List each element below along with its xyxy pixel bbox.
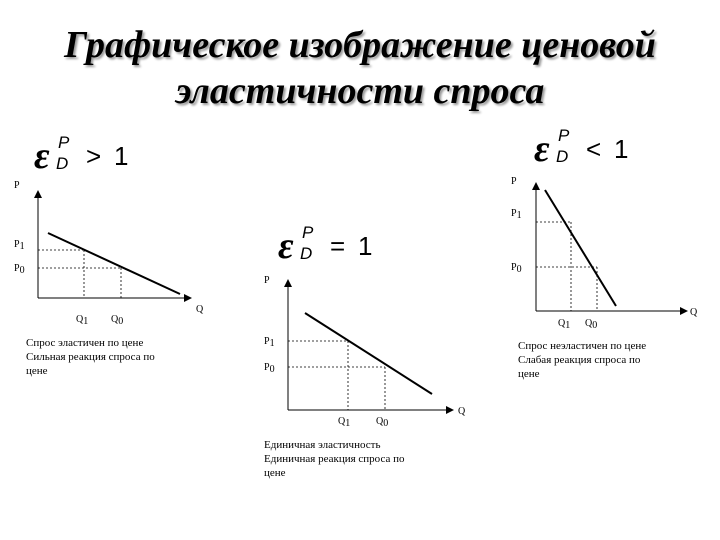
formula-value: 1	[358, 231, 373, 261]
caption-line: Единичная реакция спроса по	[264, 453, 405, 465]
formula-superscript: P	[558, 126, 570, 145]
p0-sub: 0	[269, 364, 275, 375]
caption-line: цене	[518, 368, 540, 380]
q0-label	[585, 318, 597, 331]
p1-main: P	[264, 336, 270, 347]
q0-label	[376, 416, 388, 429]
p0-sub: 0	[516, 264, 522, 275]
q0-sub: 0	[592, 320, 598, 331]
caption-inelastic	[518, 339, 646, 381]
title-line-1: Графическое изображение ценовой	[64, 24, 656, 66]
q1-label	[76, 314, 88, 327]
axis-label-p: P	[511, 176, 517, 187]
p0-label	[511, 262, 522, 275]
caption-line: цене	[264, 467, 286, 479]
graph-inelastic	[511, 176, 698, 331]
formula-subscript: D	[556, 147, 569, 166]
graph-elastic	[14, 180, 204, 327]
p1-sub: 1	[269, 338, 275, 349]
caption-line: Спрос эластичен по цене	[26, 337, 144, 349]
title-line-2: эластичности спроса	[175, 70, 545, 112]
q1-sub: 1	[345, 418, 351, 429]
axis-label-q: Q	[690, 307, 698, 318]
axis-label-q: Q	[458, 406, 466, 417]
q0-main: Q	[111, 314, 119, 325]
axis-label-p: P	[264, 275, 270, 286]
q0-main: Q	[376, 416, 384, 427]
p0-main: P	[14, 263, 20, 274]
q0-sub: 0	[118, 316, 124, 327]
formula-subscript: D	[300, 244, 313, 263]
p0-main: P	[264, 362, 270, 373]
epsilon-symbol: ε	[534, 128, 550, 170]
epsilon-symbol: ε	[34, 135, 50, 177]
p1-main: P	[14, 239, 20, 250]
caption-line: Единичная эластичность	[264, 439, 381, 451]
formula-operator: >	[86, 141, 102, 171]
caption-line: цене	[26, 365, 48, 377]
q1-sub: 1	[83, 316, 89, 327]
formula-superscript: P	[58, 133, 70, 152]
graph-unit	[264, 275, 466, 429]
epsilon-symbol: ε	[278, 225, 294, 267]
p1-main: P	[511, 208, 517, 219]
q1-main: Q	[338, 416, 346, 427]
demand-curve	[545, 190, 616, 306]
caption-line: Сильная реакция спроса по	[26, 351, 155, 363]
q0-sub: 0	[383, 418, 389, 429]
q1-main: Q	[76, 314, 84, 325]
q1-sub: 1	[565, 320, 571, 331]
q1-label	[338, 416, 350, 429]
demand-curve	[305, 313, 432, 394]
caption-line: Спрос неэластичен по цене	[518, 340, 647, 352]
q1-main: Q	[558, 318, 566, 329]
q0-label	[111, 314, 123, 327]
demand-curve	[48, 233, 180, 294]
formula-operator: =	[330, 231, 346, 261]
p1-sub: 1	[19, 241, 25, 252]
p1-label	[14, 239, 25, 252]
q0-main: Q	[585, 318, 593, 329]
formula-value: 1	[614, 134, 629, 164]
formula-operator: <	[586, 134, 602, 164]
p0-label	[14, 263, 25, 276]
p0-main: P	[511, 262, 517, 273]
p1-label	[264, 336, 275, 349]
p0-label	[264, 362, 275, 375]
caption-line: Слабая реакция спроса по	[518, 354, 641, 366]
axis-label-q: Q	[196, 304, 204, 315]
axis-label-p: P	[14, 180, 20, 191]
formula-subscript: D	[56, 154, 69, 173]
q1-label	[558, 318, 570, 331]
caption-unit	[264, 438, 405, 480]
p1-label	[511, 208, 522, 221]
p0-sub: 0	[19, 265, 25, 276]
caption-elastic	[26, 336, 155, 378]
p1-sub: 1	[516, 210, 522, 221]
formula-superscript: P	[302, 223, 314, 242]
formula-value: 1	[114, 141, 129, 171]
